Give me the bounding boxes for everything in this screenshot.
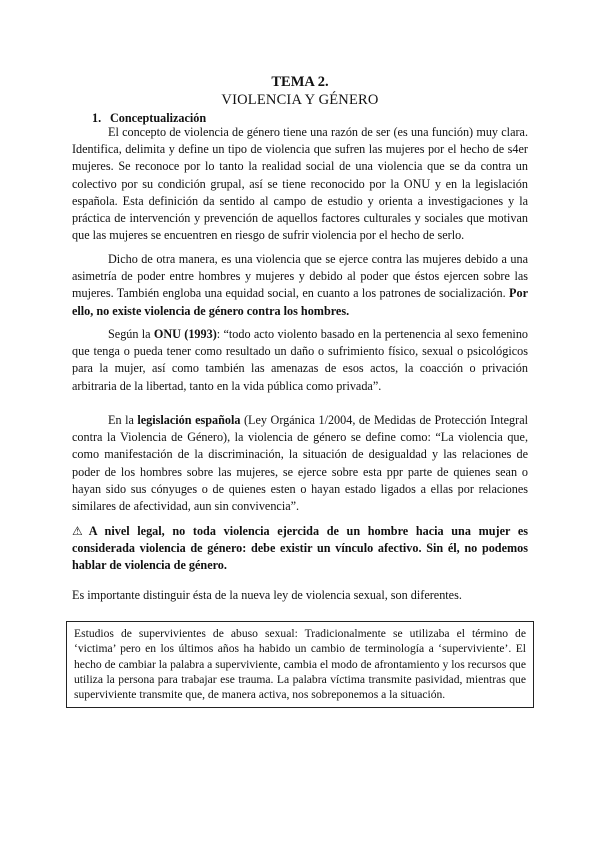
paragraph-conceptualization: El concepto de violencia de género tiene una razón de ser (es una función) muy clara. Identifica, delimita y define un tipo de violencia que sufren las mujeres por el hecho de s4er mujeres. Se reconoce por lo tanto la realidad social de una violencia que se da contra un colectivo por su condición grupal, así se tiene reconocido por la ONU y en la legislación española. Esta definición da sentido al campo de estudio y orienta a investigaciones y la práctica de intervención y prevención de aquellos factores culturales y sociales que motivan que las mujeres se encuentren en riesgo de sufrir violencia por el hecho de serlo. (72, 125, 528, 243)
survivors-note-box (66, 621, 534, 708)
document-subtitle: VIOLENCIA Y GÉNERO (221, 92, 379, 108)
onu-definition-text: : “todo acto violento basado en la pertenencia al sexo femenino que tenga o pueda tener como resultado un daño o sufrimiento físico, sexual o psicológicos para la mujer, así como también las amenazas de esos actos, la coacción o privación arbitraria de la libertad, tanto en la vida pública como privada”. (72, 327, 529, 393)
paragraph-spanish-law (72, 412, 528, 515)
survivors-note-text: Estudios de supervivientes de abuso sexual: Tradicionalmente se utilizaba el término de ‘victima’ pero en los últimos años ha habido un cambio de terminología a ‘superviviente’. El hecho de cambiar la palabra a superviviente, cambia el modo de afrontamiento y los recursos que utiliza la persona para trabajar ese trauma. La palabra víctima transmite pasividad, mientras que superviviente transmite que, de manera activa, nos sobreponemos a la situación. (74, 627, 526, 702)
paragraph-sexual-violence-law: Es importante distinguir ésta de la nueva ley de violencia sexual, son diferentes. (72, 588, 462, 602)
warning-icon: ⚠ (72, 524, 83, 538)
section-heading-text: Conceptualización (110, 111, 207, 125)
paragraph-power-asymmetry (72, 251, 528, 320)
paragraph-power-asymmetry-text: Dicho de otra manera, es una violencia que se ejerce contra las mujeres debido a una asimetría de poder entre hombres y mujeres y debido al poder que éstos ejercen sobre las mujeres. También engloba una equidad social, en cuanto a los patrones de socialización. (72, 252, 528, 301)
paragraph-onu-definition (72, 326, 528, 395)
legal-warning-text: A nivel legal, no toda violencia ejercida de un hombre hacia una mujer es considerada violencia de género: debe existir un vínculo afectivo. Sin él, no podemos hablar de violencia de género. (72, 524, 528, 573)
document-title: TEMA 2. (271, 74, 329, 90)
paragraph-power-asymmetry-bold: Por ello, no existe violencia de género contra los hombres. (72, 286, 528, 318)
law-definition-text: (Ley Orgánica 1/2004, de Medidas de Protección Integral contra la Violencia de Género), la violencia de género se define como: “La violencia que, como manifestación de la discriminación, la situación de desigualdad y las relaciones de poder de los hombres sobre las mujeres, se ejerce sobre esta ppr parte de quienes sean o hayan sido sus cónyuges o de quienes esten o hayan estado ligados a ellas por relaciones similares de afectividad, aun sin convivencia”. (72, 413, 529, 514)
law-reference: legislación española (137, 413, 241, 427)
onu-reference: ONU (1993) (153, 327, 217, 341)
law-intro: En la (108, 413, 138, 427)
paragraph-legal-warning (72, 523, 528, 575)
onu-intro: Según la (108, 327, 154, 341)
section-number: 1. (92, 111, 102, 125)
